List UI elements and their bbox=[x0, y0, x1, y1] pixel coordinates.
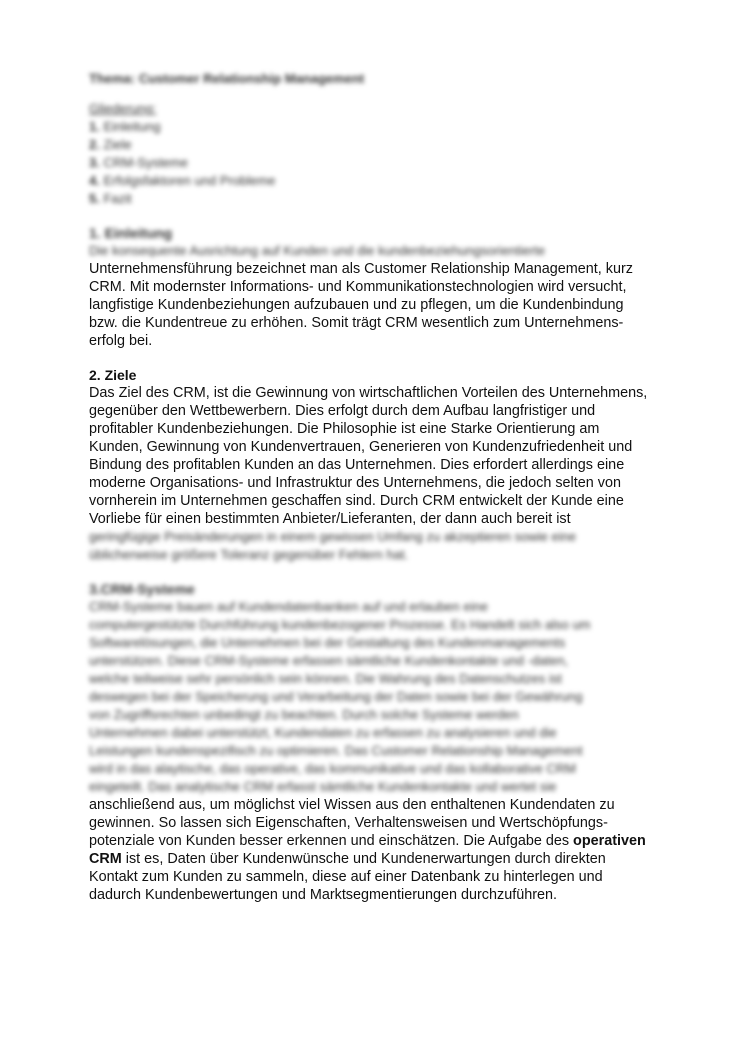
section-title-ziele: 2. Ziele bbox=[89, 367, 137, 383]
section-body-einleitung: Die konsequente Ausrichtung auf Kunden und die kundenbeziehungsorientierte Unternehmensführung bezeichnet man als Customer Relationship Management, kurz CRM. Mit modernster Informations- und Kommunikationstechnologien wird versucht, langfistige Kundenbeziehungen aufzubauen und zu pflegen, um die Kundenbindung bzw. die Kundentreue zu erhöhen. Somit trägt CRM wesentlich zum Unternehmens- erfolg bei. bbox=[89, 243, 633, 349]
document-content bbox=[89, 70, 679, 904]
section-title-crm-systeme: 3.CRM-Systeme bbox=[89, 581, 195, 597]
toc-item: 5. Fazit bbox=[89, 191, 132, 206]
section-title-einleitung: 1. Einleitung bbox=[89, 225, 173, 241]
section-body-ziele: Das Ziel des CRM, ist die Gewinnung von wirtschaftlichen Vorteilen des Unternehmens, gegenüber den Wettbewerbern. Dies erfolgt durch dem Aufbau langfristiger und profitabler Kundenbeziehungen. Die Philosophie ist eine Starke Orientierung am Kunden, Gewinnung von Kundenvertrauen, Generieren von Kundenzufriedenheit und Bindung des profitablen Kunden an das Unternehmen. Dies erfordert allerdings eine moderne Organisations- und Infrastruktur des Unternehmens, die jedoch selten von vornherein im Unternehmen geschaffen sind. Durch CRM entwickelt der Kunde eine Vorliebe für einen bestimmten Anbieter/Lieferanten, der dann auch bereit ist geringfügige Preisänderungen in einem gewissen Umfang zu akzeptieren sowie eine üblicherweise größere Toleranz gegenüber Fehlern hat. bbox=[89, 385, 648, 562]
toc-item: 2. Ziele bbox=[89, 137, 132, 152]
table-of-contents bbox=[89, 118, 679, 208]
toc-item: 4. Erfolgsfaktoren und Probleme bbox=[89, 173, 276, 188]
document-title: Thema: Customer Relationship Management bbox=[89, 71, 365, 86]
toc-item: 3. CRM-Systeme bbox=[89, 155, 188, 170]
toc-heading: Gliederung: bbox=[89, 101, 157, 116]
toc-item: 1. Einleitung bbox=[89, 119, 161, 134]
section-body-crm-systeme: CRM-Systeme bauen auf Kundendatenbanken auf und erlauben eine computergestützte Durchführung kundenbezogener Prozesse. Es Handelt sich also um Softwarelösungen, die Unternehmen bei der Gestaltung des Kundenmanagements unterstützen. Diese CRM-Systeme erfassen sämtliche Kundenkontakte und -daten, welche teilweise sehr persönlich sein können. Die Wahrung des Datenschutzes ist deswegen bei der Speicherung und Verarbeitung der Daten sowie bei der Gewährung von Zugriffsrechten unbedingt zu beachten. Durch solche Systeme werden Unternehmen dabei unterstützt, Kundendaten zu erfassen zu analysieren und die Leistungen kundenspezifisch zu optimieren. Das Customer Relationship Management wird in das alaytische, das operative, das kommunikative und das kollaborative CRM eingeteilt. Das analytische CRM erfasst sämtliche Kundenkontakte und wertet sie anschließend aus, um möglichst viel Wissen aus den enthaltenen Kundendaten zu gewinnen. So lassen sich Eigenschaften, Verhaltensweisen und Wertschöpfungs- potenziale von Kunden besser erkennen und einschätzen. Die Aufgabe des operativen CRM ist es, Daten über Kundenwünsche und Kundenerwartungen durch direkten Kontakt zum Kunden zu sammeln, diese auf einer Datenbank zu hinterlegen und dadurch Kundenbewertungen und Marktsegmentierungen durchzuführen. bbox=[89, 599, 646, 903]
